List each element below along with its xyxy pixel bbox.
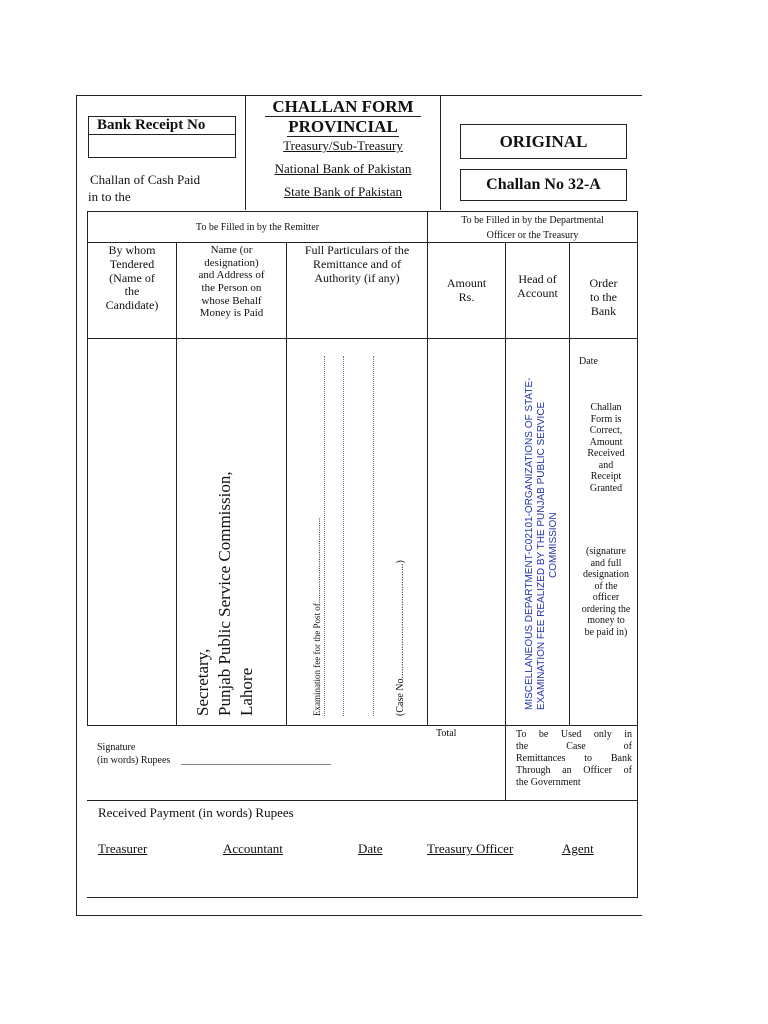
signatory-accountant: Accountant — [223, 841, 283, 856]
secretary-line2: Punjab Public Service Commission, — [215, 471, 234, 716]
sbp-line: State Bank of Pakistan — [283, 184, 403, 199]
table-right-rule — [637, 211, 638, 800]
signatory-date: Date — [358, 841, 383, 856]
received-box-right — [637, 800, 638, 898]
order-date-label: Date — [579, 356, 598, 367]
order-statement: Challan Form is Correct, Amount Received and Receipt Granted — [587, 402, 625, 494]
remittance-note: To be Used only in the Case of Remittances to Bank Through an Officer of the Government — [516, 729, 632, 788]
col-header-name-address: Name (or designation) and Address of the Person on whose Behalf Money is Paid — [198, 244, 265, 320]
treasury-line: Treasury/Sub-Treasury — [283, 138, 403, 153]
table-top-rule — [87, 211, 638, 212]
challan-no-label: Challan No 32-A — [486, 176, 601, 193]
col-header-amount: Amount Rs. — [446, 276, 487, 304]
challan-paid-line2: in to the — [88, 189, 131, 204]
bank-receipt-number-field[interactable] — [88, 134, 236, 158]
header-divider-right — [440, 95, 441, 210]
head-account-line1: MISCELLANEOUS DEPARTMENT-C02101-ORGANIZATIONS OF STATE- — [524, 377, 535, 710]
col-divider-2 — [286, 242, 287, 726]
original-label: ORIGINAL — [499, 132, 588, 151]
col-header-by-whom: By whom Tendered (Name of the Candidate) — [105, 243, 159, 313]
frame-bottom-rule — [76, 915, 642, 916]
secretary-line1: Secretary, — [193, 648, 212, 716]
signatory-agent: Agent — [562, 841, 594, 856]
order-signature-note: (signature and full designation of the officer ordering the money to be paid in) — [581, 546, 631, 638]
col-header-head-of-account: Head of Account — [517, 272, 558, 300]
received-box-top — [87, 800, 638, 801]
frame-top-rule — [76, 95, 642, 96]
exam-fee-text: Examination fee for the Post of...................................... — [312, 517, 322, 716]
col-divider-4 — [505, 242, 506, 800]
bank-receipt-label: Bank Receipt No — [97, 117, 206, 133]
signatory-treasury-officer: Treasury Officer — [427, 841, 514, 856]
case-no-text: (Case No..............................................) — [395, 560, 406, 716]
remitter-section-label: To be Filled in by the Remitter — [195, 222, 320, 233]
words-rupees-label: (in words) Rupees — [97, 755, 171, 766]
nbp-line: National Bank of Pakistan — [274, 161, 412, 176]
column-header-bottom-rule — [87, 338, 638, 339]
departmental-section-line1: To be Filled in by the Departmental — [461, 215, 604, 226]
received-payment-label: Received Payment (in words) Rupees — [98, 805, 294, 820]
particulars-dotted-line-3 — [373, 356, 374, 716]
form-title-underline-2 — [287, 136, 399, 137]
form-title-line2: PROVINCIAL — [288, 117, 398, 136]
head-account-line2: EXAMINATION FEE REALIZED BY THE PUNJAB PUBLIC SERVICE — [536, 401, 547, 710]
exam-fee-dotted-line — [324, 356, 325, 716]
frame-left-rule — [76, 95, 77, 916]
signature-label: Signature — [97, 742, 136, 753]
words-rupees-field[interactable]: ______________________________ — [181, 755, 331, 766]
form-title-line1: CHALLAN FORM — [272, 97, 414, 116]
total-label: Total — [436, 728, 457, 739]
signatory-treasurer: Treasurer — [98, 841, 148, 856]
form-title-underline — [265, 116, 421, 117]
received-box-bottom — [87, 897, 638, 898]
particulars-dotted-line-2 — [343, 356, 344, 716]
departmental-section-line2: Officer or the Treasury — [486, 230, 579, 241]
col-header-order-to-bank: Order to the Bank — [589, 276, 618, 318]
body-bottom-rule — [87, 725, 638, 726]
head-account-line3: COMMISSION — [548, 512, 559, 578]
col-header-particulars: Full Particulars of the Remittance and of Authority (if any) — [304, 243, 410, 285]
challan-paid-line1: Challan of Cash Paid — [90, 172, 201, 187]
secretary-line3: Lahore — [237, 667, 256, 716]
